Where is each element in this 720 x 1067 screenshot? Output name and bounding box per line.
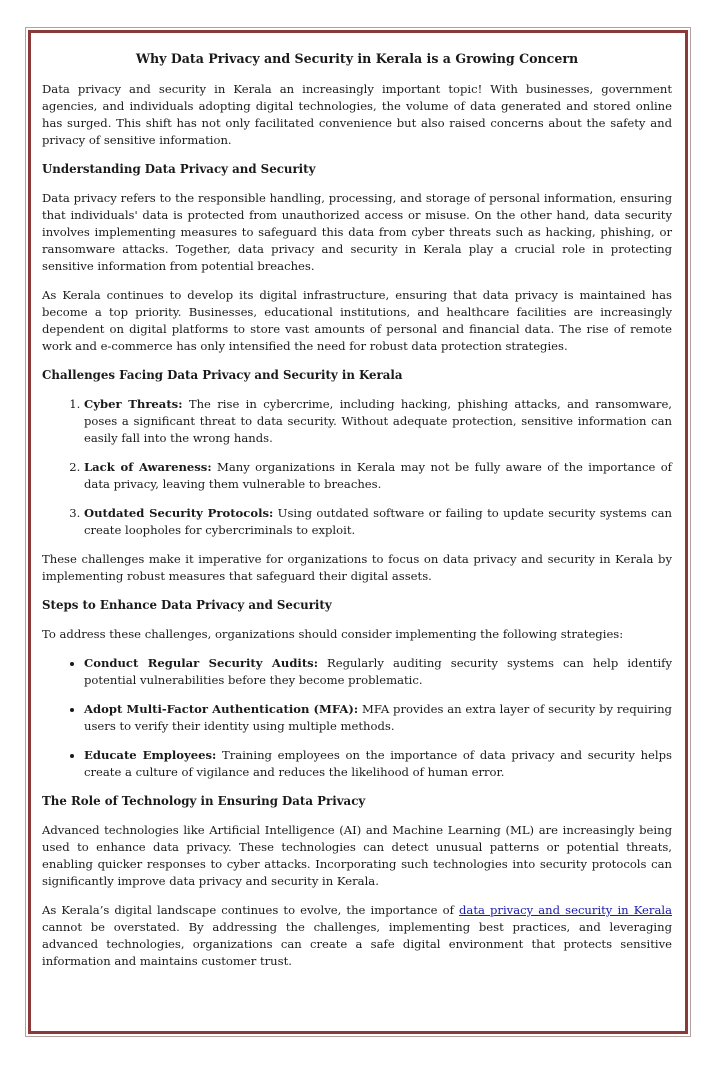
document-content xyxy=(42,50,672,982)
document-page xyxy=(28,30,688,1034)
section-heading-technology: The Role of Technology in Ensuring Data Privacy xyxy=(42,794,366,808)
closing-text-after: cannot be overstated. By addressing the challenges, implementing best practices, and leveraging advanced technologies, organizations can create a safe digital environment that protects sensitive information and maintains customer trust. xyxy=(42,920,672,968)
closing-paragraph xyxy=(42,902,672,970)
technology-paragraph: Advanced technologies like Artificial Intelligence (AI) and Machine Learning (ML) are increasingly being used to enhance data privacy. These technologies can detect unusual patterns or potential threats, enabling quicker responses to cyber attacks. Incorporating such technologies into security protocols can significantly improve data privacy and security in Kerala. xyxy=(42,823,672,888)
list-item xyxy=(84,505,672,539)
kerala-data-privacy-link[interactable]: data privacy and security in Kerala xyxy=(458,903,672,917)
challenges-list xyxy=(42,396,672,539)
understanding-paragraph-1: Data privacy refers to the responsible handling, processing, and storage of personal information, ensuring that individuals' data is protected from unauthorized access or misuse. On the other hand, data security involves implementing measures to safeguard this data from cyber threats such as hacking, phishing, or ransomware attacks. Together, data privacy and security in Kerala play a crucial role in protecting sensitive information from potential breaches. xyxy=(42,191,672,273)
list-item-term: Conduct Regular Security Audits: xyxy=(84,656,318,670)
list-item-term: Lack of Awareness: xyxy=(84,460,212,474)
list-item-text: Using outdated software or failing to update security systems can create loopholes for cybercriminals to exploit. xyxy=(84,506,673,537)
list-item-text: MFA provides an extra layer of security by requiring users to verify their identity using multiple methods. xyxy=(84,702,672,733)
list-item-term: Outdated Security Protocols: xyxy=(84,506,274,520)
steps-intro: To address these challenges, organizations should consider implementing the following strategies: xyxy=(42,627,624,641)
list-item xyxy=(84,396,672,447)
list-item-text: The rise in cybercrime, including hacking, phishing attacks, and ransomware, poses a significant threat to data security. Without adequate protection, sensitive information can easily fall into the wrong hands. xyxy=(84,397,672,445)
section-heading-understanding: Understanding Data Privacy and Security xyxy=(42,162,316,176)
list-item-term: Educate Employees: xyxy=(84,748,217,762)
document-title: Why Data Privacy and Security in Kerala is a Growing Concern xyxy=(135,51,579,66)
list-item xyxy=(84,459,672,493)
steps-list xyxy=(42,655,672,781)
understanding-paragraph-2: As Kerala continues to develop its digital infrastructure, ensuring that data privacy is maintained has become a top priority. Businesses, educational institutions, and healthcare facilities are increasingly dependent on digital platforms to store vast amounts of personal and financial data. The rise of remote work and e-commerce has only intensified the need for robust data protection strategies. xyxy=(42,288,672,353)
list-item-text: Many organizations in Kerala may not be fully aware of the importance of data privacy, leaving them vulnerable to breaches. xyxy=(84,460,672,491)
list-item-text: Training employees on the importance of data privacy and security helps create a culture of vigilance and reduces the likelihood of human error. xyxy=(84,748,673,779)
list-item xyxy=(84,747,672,781)
section-heading-challenges: Challenges Facing Data Privacy and Security in Kerala xyxy=(42,368,403,382)
list-item-term: Adopt Multi-Factor Authentication (MFA): xyxy=(84,702,359,716)
list-item xyxy=(84,655,672,689)
closing-text-before: As Kerala’s digital landscape continues to evolve, the importance of xyxy=(42,903,459,917)
section-heading-steps: Steps to Enhance Data Privacy and Security xyxy=(42,598,332,612)
list-item-text: Regularly auditing security systems can help identify potential vulnerabilities before they become problematic. xyxy=(84,656,672,687)
list-item xyxy=(84,701,672,735)
challenges-conclusion: These challenges make it imperative for organizations to focus on data privacy and security in Kerala by implementing robust measures that safeguard their digital assets. xyxy=(42,552,672,583)
list-item-term: Cyber Threats: xyxy=(84,397,183,411)
intro-paragraph: Data privacy and security in Kerala an increasingly important topic! With businesses, government agencies, and individuals adopting digital technologies, the volume of data generated and stored online has surged. This shift has not only facilitated convenience but also raised concerns about the safety and privacy of sensitive information. xyxy=(42,82,672,147)
